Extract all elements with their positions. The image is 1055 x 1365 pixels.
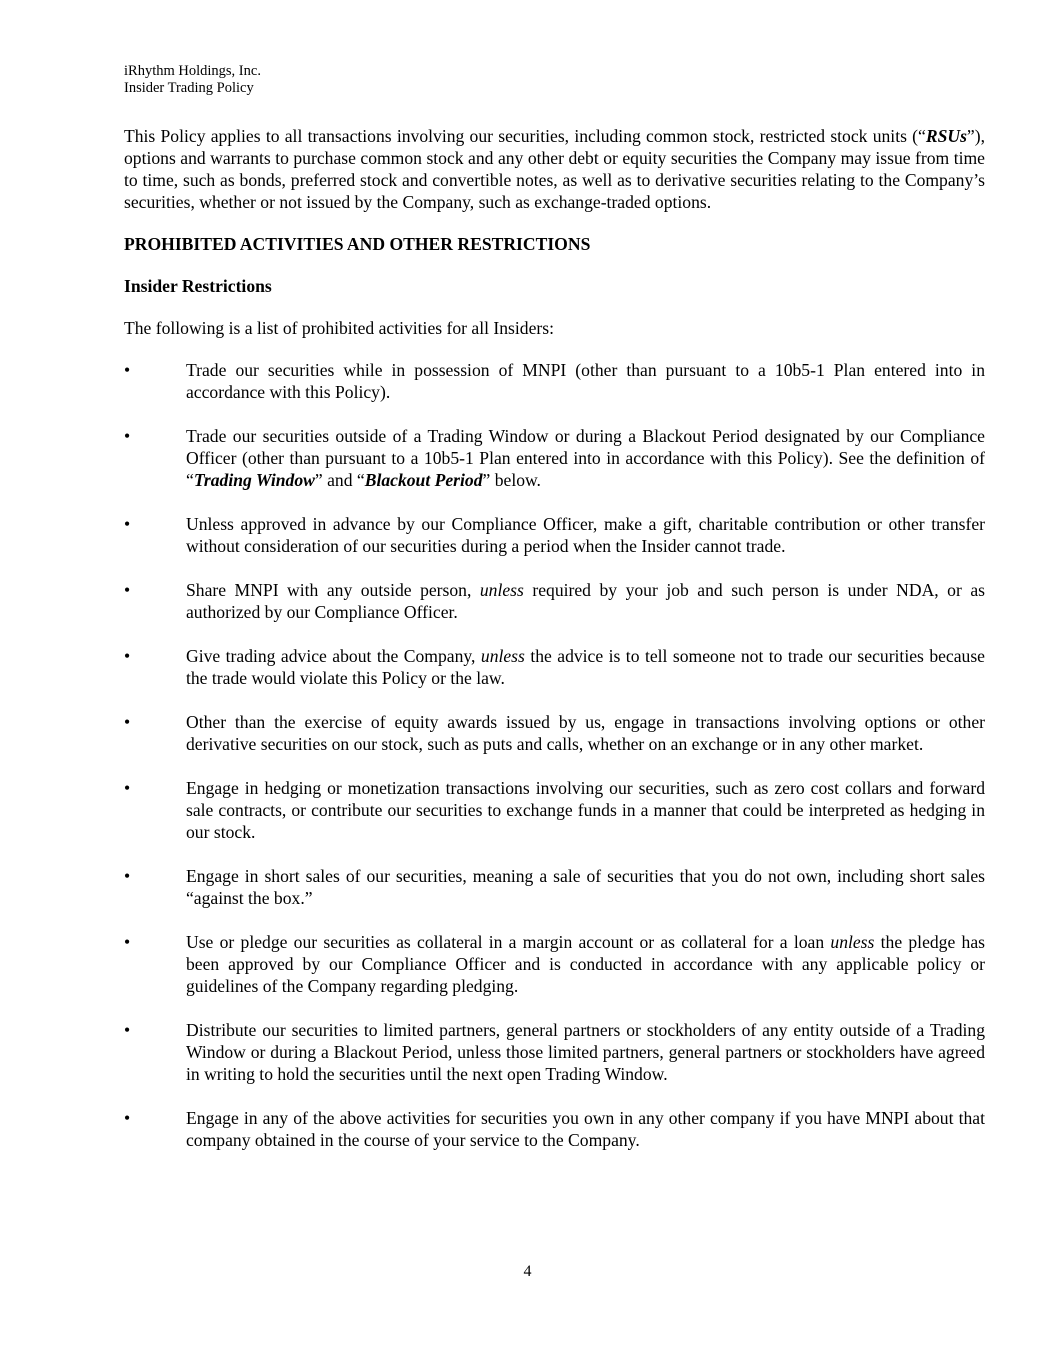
list-item	[124, 579, 985, 623]
list-item	[124, 513, 985, 557]
term-blackout-period: Blackout Period	[364, 470, 483, 490]
intro-text-1: This Policy applies to all transactions involving our securities, including common stock, restricted stock units (“	[124, 126, 926, 146]
list-item-text: Trade our securities while in possession of MNPI (other than pursuant to a 10b5-1 Plan entered into in accordance with this Policy).	[186, 360, 985, 402]
list-item	[124, 865, 985, 909]
list-item	[124, 931, 985, 997]
list-item	[124, 1107, 985, 1151]
list-item-text: the pledge has been approved by our Compliance Officer and is conducted in accordance with any applicable policy or guidelines of the Company regarding pledging.	[186, 932, 985, 996]
intro-paragraph	[124, 125, 985, 213]
list-item-text: Other than the exercise of equity awards issued by us, engage in transactions involving options or other derivative securities on our stock, such as puts and calls, whether on an exchange or in any other market.	[186, 712, 985, 754]
list-item-text: Give trading advice about the Company,	[186, 646, 481, 666]
list-item-text: Unless approved in advance by our Compliance Officer, make a gift, charitable contribution or other transfer without consideration of our securities during a period when the Insider cannot trade.	[186, 514, 985, 556]
page-number: 4	[523, 1263, 532, 1280]
list-item	[124, 645, 985, 689]
emphasis-unless: unless	[480, 646, 525, 666]
list-item-text: Engage in any of the above activities for securities you own in any other company if you have MNPI about that company obtained in the course of your service to the Company.	[186, 1108, 985, 1150]
list-item-text: Trade our securities outside of a Trading Window or during a Blackout Period designated by our Compliance Officer (other than pursuant to a 10b5-1 Plan entered into in accordance with this Policy). See the definition of “	[186, 426, 985, 490]
emphasis-unless: unless	[830, 932, 875, 952]
bullet-icon: •	[124, 360, 131, 380]
list-item-text: the advice is to tell someone not to trade our securities because the trade would violate this Policy or the law.	[186, 646, 985, 688]
bullet-icon: •	[124, 778, 131, 798]
intro-text-2: ”), options and warrants to purchase common stock and any other debt or equity securities the Company may issue from time to time, such as bonds, preferred stock and convertible notes, as well as to derivative securities relating to the Company’s securities, whether or not issued by the Company, such as exchange-traded options.	[124, 126, 985, 212]
bullet-icon: •	[124, 712, 131, 732]
bullet-icon: •	[124, 646, 131, 666]
bullet-icon: •	[124, 1108, 131, 1128]
list-item-text: Share MNPI with any outside person,	[186, 580, 480, 600]
list-item	[124, 359, 985, 403]
list-item-text: Engage in hedging or monetization transactions involving our securities, such as zero cost collars and forward sale contracts, or contribute our securities to exchange funds in a manner that could be interpreted as hedging in our stock.	[186, 778, 985, 842]
list-item-text: ” and “	[314, 470, 365, 490]
list-item-text: Use or pledge our securities as collateral in a margin account or as collateral for a loan	[186, 932, 831, 952]
bullet-icon: •	[124, 866, 131, 886]
subheading: Insider Restrictions	[124, 276, 272, 296]
list-item	[124, 425, 985, 491]
list-item-text: Distribute our securities to limited partners, general partners or stockholders of any entity outside of a Trading Window or during a Blackout Period, unless those limited partners, general partners or stockholders have agreed in writing to hold the securities until the next open Trading Window.	[186, 1020, 985, 1084]
list-item	[124, 711, 985, 755]
header-document-title: Insider Trading Policy	[124, 80, 254, 96]
bullet-icon: •	[124, 1020, 131, 1040]
page-body	[124, 125, 985, 1173]
list-item-text: Engage in short sales of our securities, meaning a sale of securities that you do not own, including short sales “against the box.”	[186, 866, 985, 908]
bullet-icon: •	[124, 514, 131, 534]
running-header	[124, 63, 261, 97]
list-item	[124, 1019, 985, 1085]
list-item-text: ” below.	[482, 470, 541, 490]
section-heading: PROHIBITED ACTIVITIES AND OTHER RESTRICTIONS	[124, 234, 591, 254]
term-trading-window: Trading Window	[193, 470, 315, 490]
bullet-icon: •	[124, 580, 131, 600]
list-item-text: required by your job and such person is under NDA, or as authorized by our Compliance Officer.	[186, 580, 985, 622]
list-intro: The following is a list of prohibited activities for all Insiders:	[124, 318, 554, 338]
list-item	[124, 777, 985, 843]
header-company: iRhythm Holdings, Inc.	[124, 63, 261, 79]
emphasis-unless: unless	[479, 580, 524, 600]
bullet-icon: •	[124, 932, 131, 952]
prohibited-activities-list	[124, 359, 985, 1151]
bullet-icon: •	[124, 426, 131, 446]
term-rsus: RSUs	[925, 126, 967, 146]
